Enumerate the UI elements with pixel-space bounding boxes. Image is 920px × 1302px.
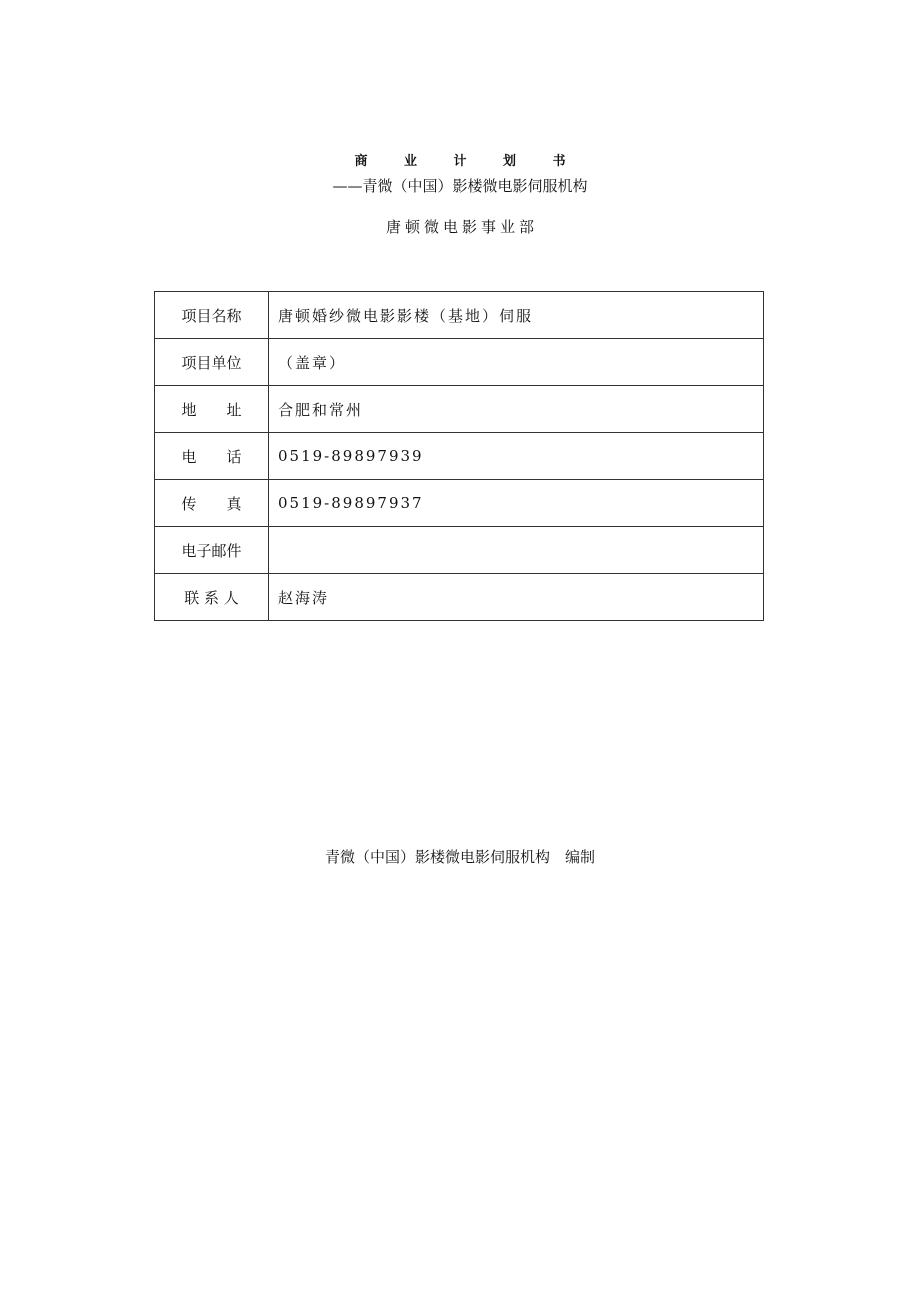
row-label: 联 系 人 — [155, 574, 269, 621]
row-value: 唐顿婚纱微电影影楼（基地）伺服 — [269, 292, 764, 339]
row-label: 电 话 — [155, 433, 269, 480]
table-row — [155, 433, 764, 480]
project-info-table — [154, 291, 764, 621]
row-label: 地 址 — [155, 386, 269, 433]
table-row — [155, 527, 764, 574]
row-label: 项目单位 — [155, 339, 269, 386]
document-title: 商 业 计 划 书 — [354, 154, 582, 169]
row-label: 传 真 — [155, 480, 269, 527]
table-row — [155, 480, 764, 527]
row-label: 项目名称 — [155, 292, 269, 339]
table-row — [155, 339, 764, 386]
row-value: 赵海涛 — [269, 574, 764, 621]
table-row — [155, 386, 764, 433]
row-value: 0519-89897939 — [269, 433, 764, 480]
table-row — [155, 292, 764, 339]
document-subtitle: ——青微（中国）影楼微电影伺服机构 — [332, 177, 588, 195]
row-value: 合肥和常州 — [269, 386, 764, 433]
footer-compiler: 青微（中国）影楼微电影伺服机构 编制 — [324, 848, 595, 866]
row-value: （盖章） — [269, 339, 764, 386]
row-label: 电子邮件 — [155, 527, 269, 574]
row-value: 0519-89897937 — [269, 480, 764, 527]
table-row — [155, 574, 764, 621]
department-name: 唐顿微电影事业部 — [385, 218, 538, 236]
row-value — [269, 527, 764, 574]
